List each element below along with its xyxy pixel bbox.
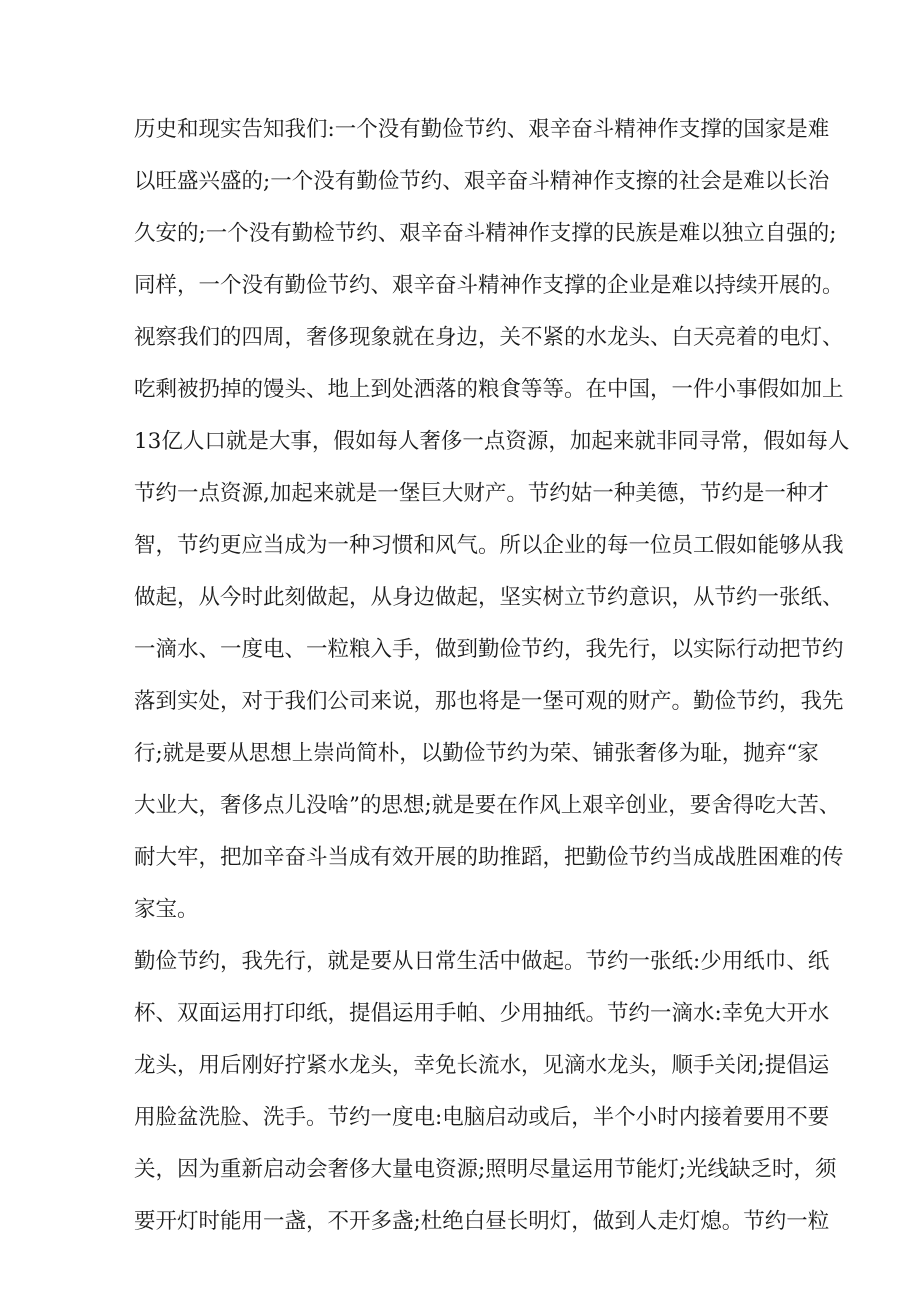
text-line: 同样，一个没有勤俭节约、艰辛奋斗精神作支撑的企业是难以持续开展的。 bbox=[134, 273, 844, 298]
text-line: 13亿人口就是大事，假如每人奢侈一点资源，加起来就非同寻常，假如每人 bbox=[134, 429, 850, 454]
text-line: 落到实处，对于我们公司来说，那也将是一堡可观的财产。勤俭节约，我先 bbox=[134, 689, 844, 714]
paragraph-2 bbox=[134, 936, 837, 1248]
text-line: 以旺盛兴盛的;一个没有勤俭节约、艰辛奋斗精神作支擦的社会是难以长治 bbox=[134, 169, 830, 194]
text-line: 久安的;一个没有勤检节约、艰辛奋斗精神作支撑的民族是难以独立自强的; bbox=[134, 221, 837, 246]
text-line: 智，节约更应当成为一种习惯和风气。所以企业的每一位员工假如能够从我 bbox=[134, 533, 844, 558]
text-line: 历史和现实告知我们:一个没有勤俭节约、艰辛奋斗精神作支撑的国家是难 bbox=[134, 117, 830, 142]
text-line: 吃剩被扔掉的馒头、地上到处洒落的粮食等等。在中国，一件小事假如加上 bbox=[134, 377, 844, 402]
text-line: 大业大，奢侈点儿没啥”的思想;就是要在作风上艰辛创业，要舍得吃大苦、 bbox=[134, 793, 841, 818]
text-line: 耐大牢，把加辛奋斗当成有效开展的助推蹈，把勤俭节约当成战胜困难的传 bbox=[134, 845, 844, 870]
text-line: 用脸盆洗脸、洗手。节约一度电:电脑启动或后，半个小时内接着要用不要 bbox=[134, 1105, 830, 1130]
text-line: 视察我们的四周，奢侈现象就在身边，关不紧的水龙头、白天亮着的电灯、 bbox=[134, 325, 844, 350]
text-line: 家宝。 bbox=[134, 897, 199, 922]
text-line: 龙头，用后刚好拧紧水龙头，幸免长流水，见滴水龙头，顺手关闭;提倡运 bbox=[134, 1053, 830, 1078]
text-line: 节约一点资源,加起来就是一堡巨大财产。节约姑一种美德，节约是一种才 bbox=[134, 481, 829, 506]
text-line: 要开灯时能用一盏，不开多盏;杜绝白昼长明灯，做到人走灯熄。节约一粒 bbox=[134, 1209, 830, 1234]
text-line: 一滴水、一度电、一粒粮入手，做到勤俭节约，我先行，以实际行动把节约 bbox=[134, 637, 844, 662]
document-body bbox=[134, 104, 850, 1248]
paragraph-1 bbox=[134, 104, 850, 936]
text-line: 行;就是要从思想上崇尚简朴，以勤俭节约为荣、铺张奢侈为耻，抛弃“家 bbox=[134, 741, 819, 766]
text-line: 做起，从今时此刻做起，从身边做起，坚实树立节约意识，从节约一张纸、 bbox=[134, 585, 844, 610]
text-line: 勤俭节约，我先行，就是要从日常生活中做起。节约一张纸:少用纸巾、纸 bbox=[134, 949, 830, 974]
text-line: 关，因为重新启动会奢侈大量电资源;照明尽量运用节能灯;光线缺乏时，须 bbox=[134, 1157, 837, 1182]
text-line: 杯、双面运用打印纸，提倡运用手帕、少用抽纸。节约一滴水:幸免大开水 bbox=[134, 1001, 830, 1026]
